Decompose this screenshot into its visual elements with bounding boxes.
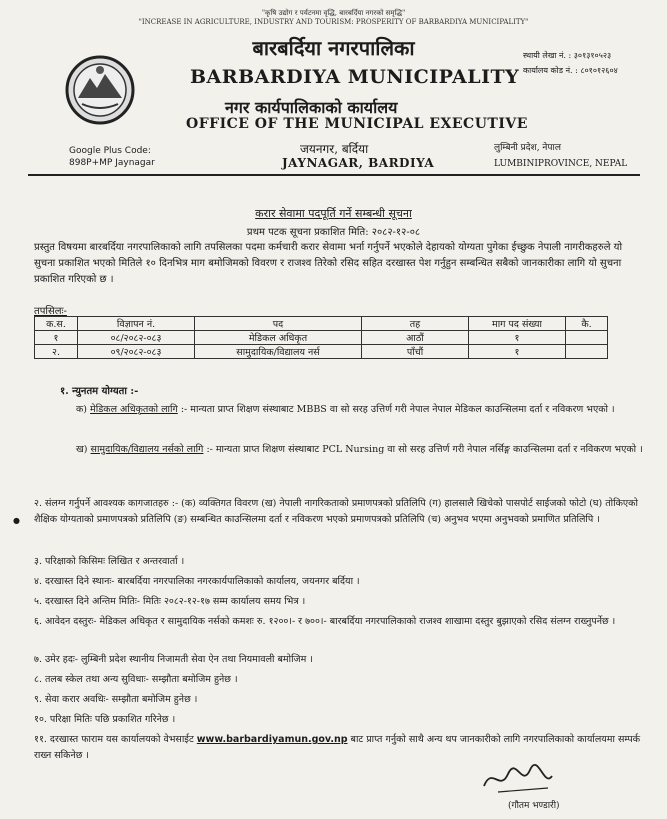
signatory-name: (गौतम भण्डारी) — [508, 801, 560, 811]
list-item: ९. सेवा करार अवधिः- सम्झौता बमोजिम हुनेछ । — [34, 694, 198, 705]
list-item: ११. दरखास्त फाराम यस कार्यालयको वेभसाईट www.barbardiyamun.gov.np बाट प्राप्त गर्नुको साथै अन्य थप जानकारीको लागि नगरपालिकाको कार्यालयमा सम्पर्क राख्न सकिनेछ । — [34, 734, 641, 761]
table-header-row: क.स. विज्ञापन नं. पद तह माग पद संख्या कै. — [35, 317, 608, 331]
table-row: २. ०९/२०८२-०८३ सामुदायिक/विद्यालय नर्स पाँचौं १ — [35, 345, 608, 359]
google-plus-code: Google Plus Code: 898P+MP Jaynagar — [69, 146, 155, 168]
motto-english: "INCREASE IN AGRICULTURE, INDUSTRY AND TOURISM: PROSPERITY OF BARBARDIYA MUNICIPALITY" — [138, 18, 529, 26]
province: लुम्बिनी प्रदेश, नेपाल LUMBINIPROVINCE, NEPAL — [494, 143, 628, 169]
office-code: ८०१०१२६०४ — [580, 66, 618, 75]
website-link[interactable]: www.barbardiyamun.gov.np — [196, 734, 348, 745]
header-divider — [28, 174, 640, 176]
table-row: १ ०८/२०८२-०८३ मेडिकल अधिकृत आठौं १ — [35, 331, 608, 345]
address-english: JAYNAGAR, BARDIYA — [282, 156, 435, 170]
qualification-post: सामुदायिक/विद्यालय नर्सको लागि — [90, 444, 204, 455]
table-label: तपसिलः- — [34, 306, 67, 317]
office-name-nepali: नगर कार्यपालिकाको कार्यालय — [225, 98, 398, 117]
municipality-emblem-icon — [64, 54, 136, 126]
signature-icon — [478, 758, 568, 798]
list-item: ७. उमेर हदः- लुम्बिनी प्रदेश स्थानीय निजामती सेवा ऐन तथा नियमावली बमोजिम । — [34, 654, 313, 665]
notice-title: करार सेवामा पदपूर्ति गर्ने सम्बन्धी सूचना — [255, 207, 412, 220]
office-name-english: OFFICE OF THE MUNICIPAL EXECUTIVE — [186, 116, 528, 132]
list-item: ३. परिक्षाको किसिमः लिखित र अन्तरवार्ता । — [34, 556, 185, 567]
list-item: २. संलग्न गर्नुपर्ने आवश्यक कागजातहरु :- (क) व्यक्तिगत विवरण (ख) नेपाली नागरिकताको प्रमाणपत्रको प्रतिलिपि (ग) हालसालै खिचेको पासपोर्ट साईजको फोटो (घ) तोकिएको शैक्षिक योग्यताको प्रमाणपत्रको प्रतिलिपि (ङ) सम्बन्धित काउन्सिलमा दर्ता र नविकरण भएको प्रमाणपत्रको प्रतिलिपि (च) अनुभव भएमा अनुभवको प्रमाणित प्रतिलिपि । — [34, 498, 638, 525]
municipality-name-nepali: बारबर्दिया नगरपालिका — [252, 36, 415, 60]
list-item: १०. परिक्षा मितिः पछि प्रकाशित गरिनेछ । — [34, 714, 176, 725]
office-codes: स्थायी लेखा नं. : ३०१३१०५२३ कार्यालय कोड नं. : ८०१०१२६०४ — [523, 51, 618, 75]
list-item: ५. दरखास्त दिने अन्तिम मितिः- मितिः २०८२-१२-१७ सम्म कार्यालय समय भित्र । — [34, 596, 306, 607]
notice-subtitle: प्रथम पटक सूचना प्रकाशित मिति: २०८२-१२-०८ — [246, 227, 421, 238]
qualification-item: ख) सामुदायिक/विद्यालय नर्सको लागि :- मान्यता प्राप्त शिक्षण संस्थाबाट PCL Nursing वा सो सरह उत्तिर्ण गरी नेपाल नर्सिङ्ग काउन्सिलमा दर्ता र नविकरण भएको । — [76, 444, 643, 455]
list-item: ४. दरखास्त दिने स्थानः- बारबर्दिया नगरपालिका नगरकार्यपालिकाको कार्यालय, जयनगर बर्दिया । — [34, 576, 360, 587]
address-nepali: जयनगर, बर्दिया — [300, 142, 369, 156]
motto-nepali: "कृषि उद्योग र पर्यटनमा वृद्धि, बारबर्दिया नगरको समृद्धि" — [261, 9, 406, 17]
pan-number: ३०१३१०५२३ — [573, 51, 612, 60]
posts-table — [34, 316, 608, 359]
municipality-name-english: BARBARDIYA MUNICIPALITY — [190, 66, 520, 88]
qualification-heading: १. न्युनतम योग्यता :- — [60, 386, 139, 397]
motto — [0, 9, 667, 27]
margin-bullet: ● — [13, 516, 20, 525]
notice-intro: प्रस्तुत विषयमा बारबर्दिया नगरपालिकाको लागि तपसिलका पदमा कर्मचारी करार सेवामा भर्ना गर्नुपर्ने भएकोले देहायको योग्यता पुगेका ईच्छुक नेपाली नागरीकहरुले यो सुचना प्रकाशित भएको मितिले १० दिनभित्र माग बमोजिमको विवरण र राजश्व तिरेको रसिद सहित दरखास्त पेश गर्नुहुन सम्बन्धित सबैको जानकारीका लागि यो सुचना प्रकाशित गरिएको छ । — [34, 242, 623, 285]
qualification-post: मेडिकल अधिकृतको लागि — [90, 404, 178, 415]
list-item: ८. तलब स्केल तथा अन्य सुविधाः- सम्झौता बमोजिम हुनेछ । — [34, 674, 238, 685]
qualification-item: क) मेडिकल अधिकृतको लागि :- मान्यता प्राप्त शिक्षण संस्थाबाट MBBS वा सो सरह उत्तिर्ण गरी नेपाल नेपाल मेडिकल काउन्सिलमा दर्ता र नविकरण भएको । — [76, 404, 615, 415]
list-item: ६. आवेदन दस्तुरः- मेडिकल अधिकृत र सामुदायिक नर्सको कमशः रु. १२००।- र ७००।- बारबर्दिया नगरपालिकाको राजश्व शाखामा दस्तुर बुझाएको रसिद संलग्न राख्नुपर्नेछ । — [34, 616, 616, 627]
